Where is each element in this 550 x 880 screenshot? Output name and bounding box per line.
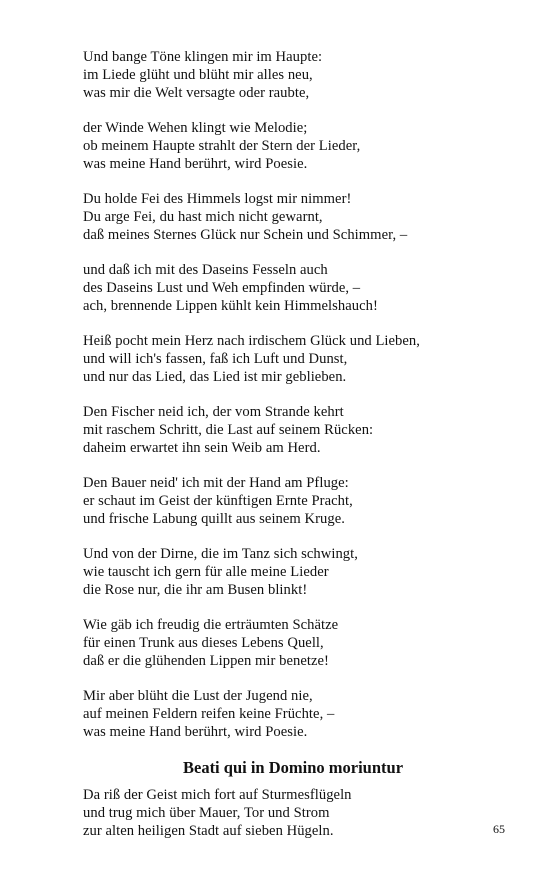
verse-line: ach, brennende Lippen kühlt kein Himmelshauch!: [83, 298, 378, 314]
poem-continued: [83, 48, 523, 741]
verse-line: was meine Hand berührt, wird Poesie.: [83, 156, 308, 172]
poem-title: Beati qui in Domino moriuntur: [182, 758, 404, 777]
verse-line: auf meinen Feldern reifen keine Früchte, –: [83, 706, 335, 722]
verse-line: und will ich's fassen, faß ich Luft und Dunst,: [83, 351, 348, 367]
stanza: [83, 190, 523, 244]
verse-line: er schaut im Geist der künftigen Ernte Pracht,: [83, 493, 353, 509]
verse-line: Und bange Töne klingen mir im Haupte:: [83, 49, 323, 65]
stanza: [83, 119, 523, 173]
stanza: [83, 332, 523, 386]
verse-line: was meine Hand berührt, wird Poesie.: [83, 724, 308, 740]
verse-line: der Winde Wehen klingt wie Melodie;: [83, 120, 308, 136]
verse-line: was mir die Welt versagte oder raubte,: [83, 85, 310, 101]
verse-line: Du arge Fei, du hast mich nicht gewarnt,: [83, 209, 323, 225]
stanza: [83, 403, 523, 457]
verse-line: zur alten heiligen Stadt auf sieben Hügeln.: [83, 823, 334, 839]
poem: [83, 758, 523, 840]
verse-line: daheim erwartet ihn sein Weib am Herd.: [83, 440, 321, 456]
verse-line: daß meines Sternes Glück nur Schein und Schimmer, –: [83, 227, 408, 243]
stanza: [83, 786, 523, 840]
verse-line: Heiß pocht mein Herz nach irdischem Glück und Lieben,: [83, 333, 420, 349]
stanza: [83, 474, 523, 528]
verse-line: die Rose nur, die ihr am Busen blinkt!: [83, 582, 308, 598]
stanza: [83, 48, 523, 102]
verse-line: für einen Trunk aus dieses Lebens Quell,: [83, 635, 324, 651]
verse-line: und trug mich über Mauer, Tor und Strom: [83, 805, 330, 821]
verse-line: mit raschem Schritt, die Last auf seinem Rücken:: [83, 422, 374, 438]
verse-line: daß er die glühenden Lippen mir benetze!: [83, 653, 329, 669]
verse-line: Den Bauer neid' ich mit der Hand am Pfluge:: [83, 475, 349, 491]
verse-line: Den Fischer neid ich, der vom Strande kehrt: [83, 404, 344, 420]
verse-line: und frische Labung quillt aus seinem Kruge.: [83, 511, 345, 527]
verse-line: des Daseins Lust und Weh empfinden würde, –: [83, 280, 361, 296]
verse-line: ob meinem Haupte strahlt der Stern der Lieder,: [83, 138, 361, 154]
verse-line: Wie gäb ich freudig die erträumten Schätze: [83, 617, 339, 633]
stanza: [83, 261, 523, 315]
stanza: [83, 616, 523, 670]
verse-line: und nur das Lied, das Lied ist mir geblieben.: [83, 369, 347, 385]
stanza: [83, 545, 523, 599]
verse-line: Und von der Dirne, die im Tanz sich schwingt,: [83, 546, 358, 562]
verse-line: und daß ich mit des Daseins Fesseln auch: [83, 262, 328, 278]
verse-line: Du holde Fei des Himmels logst mir nimmer!: [83, 191, 352, 207]
verse-line: Da riß der Geist mich fort auf Sturmesflügeln: [83, 787, 352, 803]
verse-line: wie tauscht ich gern für alle meine Lieder: [83, 564, 329, 580]
verse-line: im Liede glüht und blüht mir alles neu,: [83, 67, 313, 83]
page-content: [83, 48, 523, 857]
verse-line: Mir aber blüht die Lust der Jugend nie,: [83, 688, 313, 704]
stanza: [83, 687, 523, 741]
page-number: 65: [493, 822, 505, 836]
